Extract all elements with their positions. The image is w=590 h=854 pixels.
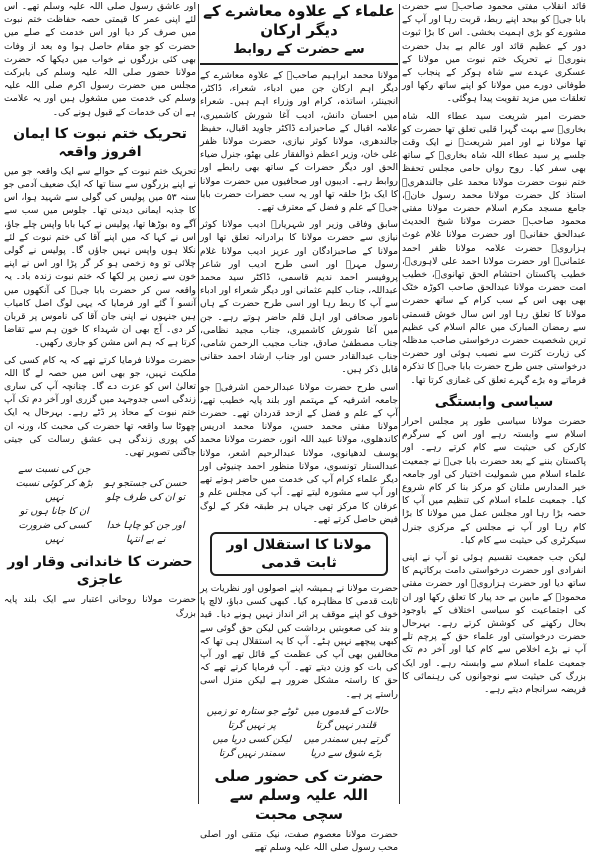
poem: [4, 463, 196, 547]
banner-line: حضرت کی حضور صلی اللہ علیہ وسلم سے: [214, 766, 384, 804]
heading-line: علماء کے علاوہ معاشرے کے دیگر ارکان: [203, 2, 395, 39]
column-divider: [198, 4, 199, 804]
poem: [200, 705, 398, 761]
column-right: [402, 0, 586, 809]
poem-line: ان کا جانا ہوں تو کسی کی ضرورت نہیں: [18, 506, 91, 546]
paragraph: سابق وفاقی وزیر اور شہریارؔ ادیب مولانا کوثر نیازی سے حضرت مولانا کا برادرانہ تعلق تھا اور مولانا کے صاحبزادگان اور عزیز ادیب مولانا غلام رسول مہرؔ اور اسی طرح ادیب اور شاعر پروفیسر احمد ندیم قاسمی، ڈاکٹر سید محمد عبداللہ، جناب کلیم عثمانی اور دیگر شعراء اور ادباء سے آپ کا ربط رہا اور اسی طرح حضرت کے ہاں نامور صحافی اور اہل قلم حاضر ہوتے رہے۔ جن میں آغا شورش کاشمیری، جناب مجید نظامی، جناب مصطفیٰ صادق، جناب مجیب الرحمن شامی، جناب عبدالقادر حسن اور جناب ارشاد احمد حقانی قابل ذکر ہیں۔: [200, 219, 398, 376]
column-left: [4, 0, 196, 809]
column-middle: [200, 0, 398, 853]
paragraph: حضرت مولانا معصوم صفت، نیک متقی اور اصلی محب رسول صلی اللہ علیہ وسلم تھے: [200, 828, 398, 853]
paragraph: مولانا محمد ابراہیم صاحبؒ کے علاوہ معاشرے کے دیگر اہم ارکان جن میں ادباء، شعراء، ڈاکٹر، انجینئر، اساتذہ، کرام اور وزراء اہم ہیں۔ شعراء میں احسان دانش، ادیب آغا شورش کاشمیری، علامہ اقبال کے صاحبزادے ڈاکٹر جاوید اقبال، حفیظ جالندھری، مولانا کوثر نیازی، حضرت مولانا ظفر علی خان، وزیر اعظم ذوالفقار علی بھٹو، جنرل ضیاء الحق اور دیگر حضرات کے ساتھ بھی رابطے اور روابط رہے۔ ادیبوں اور صحافیوں میں حضرت مولانا کا ایک بڑا حلقہ تھا اور یہ سب حضرات حضرت بابا جیؒ کے علم و فضل کے معترف تھے۔: [200, 70, 398, 214]
paragraph: حضرت مولانا فرمایا کرتے تھے کہ یہ کام کسی کی ملکیت نہیں، جو بھی اس میں حصہ لے گا اللہ تعالیٰ اس کو عزت دے گا۔ چنانچہ آپ کی ساری زندگی اسی جدوجہد میں گزری اور آخر دم تک آپ ختم نبوت کے محاذ پر ڈٹے رہے۔ بہرحال یہ ایک چھوٹا سا واقعہ تھا حضرت کی محبت کا، ورنہ ان کی پوری زندگی ہی عشق رسالت کی جیتی جاگتی تصویر تھی۔: [4, 354, 196, 459]
banner-heading: [200, 767, 398, 824]
subheading-political-affiliation: سیاسی وابستگی: [434, 393, 554, 410]
poem-line: حسن کی جستجو ہو تو ان کی طرف چلو: [104, 478, 187, 504]
paragraph: حضرت مولانا نے ہمیشہ اپنے اصولوں اور نظریات پر ثابت قدمی کا مظاہرہ کیا۔ کبھی کسی دباؤ، لالچ یا خوف کو اپنے موقف پر اثر انداز نہیں ہونے دیا۔ قید و بند کی صعوبتیں برداشت کیں لیکن حق گوئی سے کبھی پیچھے نہیں ہٹے۔ آپ کا یہ استقلال ہی تھا کہ مخالفین بھی آپ کی عظمت کے قائل تھے اور آپ کی بات کو وزن دیتے تھے۔ آپ فرمایا کرتے تھے کہ حق کا راستہ مشکل ضرور ہے لیکن منزل اسی راستے پر ہے۔: [200, 582, 398, 700]
poem-couplet: [200, 705, 398, 733]
poem-line: جن کی نسبت سے بڑھ کر کوئی نسبت نہیں: [15, 464, 94, 504]
subheading-family-dignity: حضرت کا خاندانی وقار اور عاجزی: [7, 554, 193, 589]
paragraph: لیکن جب جمعیت تقسیم ہوئی تو آپ نے اپنی انفرادی اور حضرت درخواستی دامت برکاتہم کا ساتھ دیا اور حضرت ہزارویؒ اور حضرت مفتی محمودؒ کے مابین بے حد پیار کا تعلق رکھا اور ان کی اجتماعیت کو سیاسی اختلاف کے باوجود بحال رکھنے کی کوشش کرتے رہے۔ بہرحال حضرت درخواستی اور علماء حق کے پرچم تلے آپ نے بڑے اخلاص سے کام کیا اور آخر دم تک جمعیت علماء اسلام سے وابستہ رہے۔ اور ایک بزرگ کی حیثیت سے نوجوانوں کی رہنمائی کا فریضہ سرانجام دیتے رہے۔: [402, 551, 586, 695]
poem-line: لیکن کسی دریا میں سمندر نہیں گرتا: [212, 733, 292, 759]
paragraph: اسی طرح حضرت مولانا عبدالرحمن اشرفیؒ جو جامعہ اشرفیہ کے مہتمم اور بلند پایہ خطیب تھے، آپ کے علم و فضل کے ازحد قدردان تھے۔ حضرت مولانا مفتی محمد حسن، مولانا محمد ادریس کاندھلوی، مولانا عبید اللہ انور، حضرت مولانا محمد یوسف لدھیانوی، مولانا عبدالرحیم اشعر، مولانا عبدالستار تونسوی، مولانا منظور احمد چنیوٹی اور دیگر علماء کرام آپ کی خدمت میں حاضر ہوتے تھے اور آپ سے مشورہ لیتے تھے۔ آپ کی مجلس علم و عرفان کا مرکز تھی جہاں ہر طبقہ فکر کے لوگ فیض حاصل کرتے تھے۔: [200, 381, 398, 525]
framed-heading: مولانا کا استقلال اور ثابت قدمی: [210, 532, 388, 576]
paragraph: تحریک ختم نبوت کے حوالے سے ایک واقعہ جو میں نے اپنے بزرگوں سے سنا تھا کہ ایک ضعیف آدمی جو سنہ ۵۳ میں پولیس کی گولی سے شہید ہوا، اس کا جذبہ ایمانی دیدنی تھا۔ جلوس میں سب سے آگے وہ بوڑھا تھا، پولیس نے کہا بابا واپس چلے جاؤ، اس نے کہا کہ میں اپنے آقا کی ختم نبوت کے لئے نکلا ہوں واپس نہیں جاؤں گا۔ پولیس نے گولی چلائی تو وہ زخمی ہو کر گر پڑا اور اس نے اپنے خون سے زمین پر لکھا کہ ختم نبوت زندہ باد۔ یہ واقعہ سن کر حضرت بابا جیؒ کی آنکھوں میں آنسو آ گئے اور فرمایا کہ یہی لوگ اصل کامیاب ہیں جنہوں نے اپنی جان آقا کی ناموس پر قربان کر دی۔ آج بھی ان شہداء کا خون ہم سے تقاضا کرتا ہے کہ ہم اس مشن کو جاری رکھیں۔: [4, 165, 196, 349]
poem-couplet: [4, 505, 196, 547]
poem-line: ٹوٹے جو ستارہ تو زمیں پر نہیں گرتا: [206, 705, 298, 731]
paragraph: قائد انقلاب مفتی محمود صاحبؒ سے حضرت بابا جیؒ کو بیحد اپنے ربط، قربت رہا اور آپ کے مشورے کو بڑی اہمیت بخشی۔ اس کا بڑا ثبوت دور کے عظیم قائد اور عالم بے بدل حضرت بنوریؒ نے تحریک ختم نبوت میں مولانا کے عسکری عہدے سے شاہ ہوکر کے پنجاب کے طوفانی دورے میں مولانا کو اپنے ساتھ رکھا اور تعلقات میں مزید تقویت پیدا ہوگئی۔: [402, 1, 586, 105]
heading-line: سے حضرت کے روابط: [233, 42, 365, 57]
paragraph: حضرت مولانا روحانی اعتبار سے ایک بلند پایہ بزرگ: [4, 594, 196, 619]
poem-line: حالات کے قدموں میں قلندر نہیں گرتا: [303, 705, 389, 731]
poem-couplet: [4, 463, 196, 505]
paragraph: حضرت مولانا سیاسی طور پر مجلس احرار اسلام سے وابستہ رہے اور اس کے سرگرم کارکن کی حیثیت سے کام کرتے رہے۔ اور پاکستان بننے کے بعد حضرت بابا جیؒ نے جمعیت علماء اسلام میں شمولیت اختیار کی اور جامعہ خیر المدارس ملتان کو مرکز بنا کر کام شروع کیا۔ جمعیت علماء اسلام کی تنظیم میں آپ کا حصہ بڑا رہا اور مجلس عمل میں مولانا کا بڑا کام رہا اور آپ نے مجلس کے مرکزی جنرل سیکرٹری کی حیثیت سے کام کیا۔: [402, 415, 586, 546]
section-heading: [200, 2, 398, 65]
banner-line: سچی محبت: [254, 804, 344, 823]
poem-line: اور جن کو چاہا خدا نے بے انتہا: [106, 520, 185, 546]
paragraph: اور عاشق رسول صلی اللہ علیہ وسلم تھے۔ اس لئے اپنی عمر کا قیمتی حصہ حفاظت ختم نبوت میں صرف کر دیا اور اس خدمت کے صلے میں حضرت کو جو مقام حاصل ہوا وہ بعد از وفات بھی کئی بزرگوں نے خواب میں دیکھا کہ حضرت مولانا حضور صلی اللہ علیہ وسلم کی بابرکت مجلس میں حضرت رسول اکرم صلی اللہ علیہ وسلم کی خدمت میں مشغول ہیں اور یہ علامت ہے ان کی خدمات کے قبول ہونے کی۔: [4, 1, 196, 118]
column-divider: [399, 4, 400, 804]
poem-couplet: [200, 733, 398, 761]
subheading-khatm-e-nabuwwat: تحریک ختم نبوت کا ایمان افروز واقعہ: [13, 125, 187, 160]
poem-line: گرتے ہیں سمندر میں بڑے شوق سے دریا: [303, 733, 389, 759]
paragraph: حضرت امیر شریعت سید عطاء اللہ شاہ بخاریؒ سے بہت گہرا قلبی تعلق تھا حضرت کو تھا مولانا نے اور امیر شریعتؒ نے ایک وقت جلسے پر سید عطاء اللہ شاہ بخاریؒ کے ساتھ بھی سفر کیا۔ روح رواں حامی مجلس تحفظ ختم نبوت حضرت مولانا محمد علی جالندھریؒ استاذ کل حضرت مولانا محمد رسول خانؒ، جامع مسجد مکرم اسلام حضرت مولانا مفتی محمود صاحبؒ حضرت مولانا شیخ الحدیث عبدالحق حقانیؒ اور حضرت مولانا غلام غوث ہزارویؒ حضرت علامہ مولانا ظفر احمد عثمانیؒ اور حضرت مولانا احمد علی لاہوریؒ، خطیب پاکستان احتشام الحق تھانویؒ، خطیب امت حضرت مولانا عبدالحق صاحب اکوڑہ خٹک بھی بھی اس کے سب کرام کے ساتھ حضرت مولانا کا تعلق رہا اور اس سال خوش قسمتی سے رمضان المبارک میں عالم اسلام کی عظیم ترین شخصیت حضرت درخواستی صاحب مدظلہ کی زیارت کثرت سے نصیب ہوئی اور حضرت درخواستی جس طرح حضرت بابا جیؒ کا تذکرہ فرماتے وہ بڑے گہرے تعلق کی غمازی کرتا تھا۔: [402, 110, 586, 386]
